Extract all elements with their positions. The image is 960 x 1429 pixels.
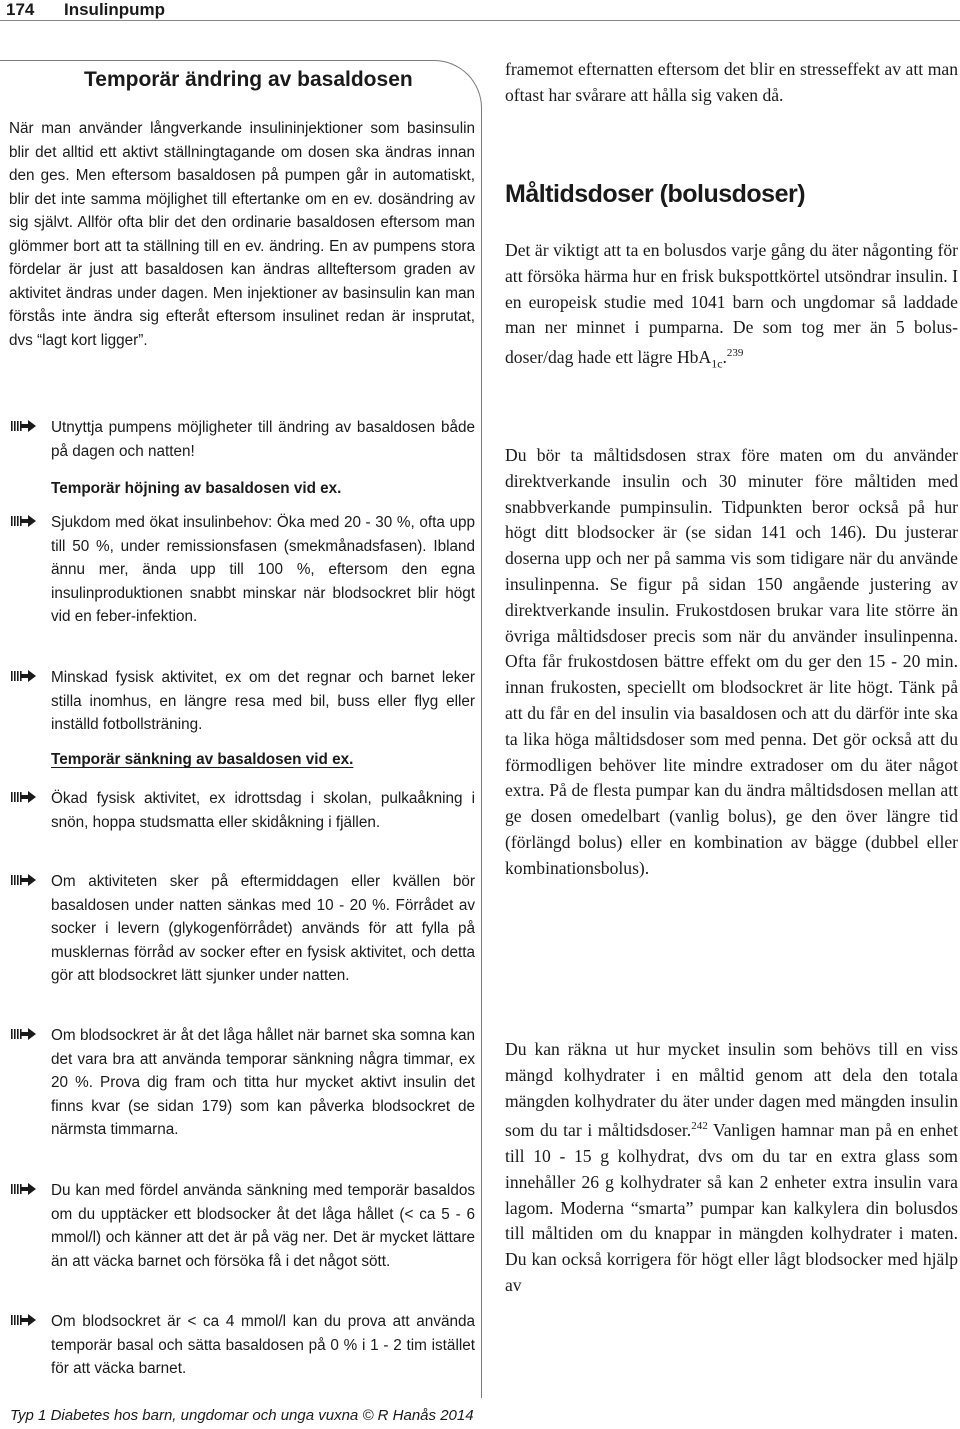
para3-text-b: Vanligen hamnar man på en enhet till 10 - 15 g kolhydrat, dvs om du tar en extra glass som innehåller 26 g kolhydrater så kan 2 enheter extra insulin vara lagom. Moderna “smarta” pumpar kan kalkylera din bolusdos till måltiden om du knappar in mängden kolhydrater i maten. Du kan också korrigera för högt eller lågt blodsocker med hjälp av	[505, 1120, 958, 1296]
bullet-somna: Om blodsockret är åt det låga hållet när barnet ska somna kan det vara bra att använda temporar sänkning några timmar, ex 20 %. Prova dig fram och titta hur mycket aktivt insulin det finns kvar (se sidan 179) som kan påverka blodsockret de närmsta timmarna.	[51, 1027, 475, 1138]
arrow-bullet-icon	[11, 1183, 36, 1195]
page-header	[0, 0, 960, 21]
arrow-bullet-icon	[11, 670, 36, 682]
bullet-sjukdom: Sjukdom med ökat insulinbehov: Öka med 20 - 30 %, ofta upp till 50 %, under remissionsfasen (smekmånadsfasen). Ibland ännu mer, ända upp till 100 %, eftersom den egna insulinproduktionen snabbt minskar när blodsockret blir högt vid en feber-infektion.	[51, 514, 475, 625]
bullet-minskad-aktivitet: Minskad fysisk aktivitet, ex om det regnar och barnet leker stilla inomhus, en längre resa med bil, buss eller flyg eller inställd fotbollsträning.	[51, 669, 475, 733]
hba1c-subscript: 1c	[711, 356, 723, 371]
box-intro-paragraph: När man använder långverkande insulininjektioner som basinsulin blir det alltid ett aktivt ställningtagande om dosen ska ändras innan den ges. Men eftersom basaldosen på pumpen går in automatiskt, blir det inte samma möjlighet till eftertanke om en ev. dosändring av sig självt. Allför ofta blir det den ordinarie basaldosen eftersom man glömmer bort att ta ställning till en ev. ändring. En av pumpens stora fördelar är just att basaldosen kan ändras allteftersom graden av aktivitet ändras under dagen. Men injektioner av basinsulin kan man förstås inte ändra sig efteråt eftersom insulinet redan är insprutat, dvs “lagt kort ligger”.	[9, 120, 475, 349]
para3-text-a: Du kan räkna ut hur mycket insulin som behövs till en viss mängd kolhydrater i en måltid genom att dela den totala mängden kolhydrater du äter under dagen med mängden insulin som du tar i måltidsdoser.	[505, 1039, 958, 1141]
right-paragraph-continuation: framemot efternatten eftersom det blir en stresseffekt av att man oftast har svårare att hålla sig vaken då.	[505, 59, 958, 105]
bullet-okad-aktivitet: Ökad fysisk aktivitet, ex idrottsdag i skolan, pulkaåkning i snön, hoppa studsmatta eller skidåkning i fjällen.	[51, 790, 475, 831]
arrow-bullet-icon	[11, 791, 36, 803]
right-paragraph-3	[505, 1037, 958, 1299]
arrow-bullet-icon	[11, 1314, 36, 1326]
page-footer: Typ 1 Diabetes hos barn, ungdomar och unga vuxna © R Hanås 2014	[10, 1407, 474, 1424]
subheading-decrease: Temporär sänkning av basaldosen vid ex.	[51, 751, 354, 768]
arrow-bullet-icon	[11, 874, 36, 886]
reference-239: 239	[726, 347, 744, 360]
running-title: Insulinpump	[64, 0, 166, 19]
arrow-bullet-icon	[11, 1028, 36, 1040]
hba1c-label: HbA	[676, 347, 712, 368]
page-number: 174	[6, 0, 35, 19]
reference-242: 242	[691, 1120, 708, 1133]
right-paragraph-2: Du bör ta måltidsdosen strax före maten om du använder direktverkande insulin och 30 minuter före måltiden med snabbverkande pumpinsulin. Tidpunkten beror också på hur högt ditt blodsocker är (se sidan 141 och 146). Du justerar doserna upp och ner på samma vis som tidigare när du använde insulinpenna. Se figur på sidan 150 angående justering av direktverkande insulin. Frukostdosen brukar vara lite större än övriga måltidsdoser precis som när du använder insulinpenna. Ofta får frukostdosen bättre effekt om du ger den 15 - 20 min. innan frukosten, speciellt om blodsockret är lite högt. Tänk på att du får en del insulin via basaldosen och att du därför inte ska ta lika höga måltidsdoser som med penna. Det gör också att du förmodligen behöver lite mindre extradoser om du äter något extra. På de flesta pumpar kan du ändra måltidsdosen mellan att ge dosen omedelbart (vanlig bolus), ge den över längre tid (förlängd bolus) eller en kombination av bägge (dubbel eller kombinationsbolus).	[505, 445, 958, 878]
arrow-bullet-icon	[11, 420, 36, 432]
box-title: Temporär ändring av basaldosen	[84, 68, 413, 91]
subheading-increase: Temporär höjning av basaldosen vid ex.	[51, 480, 342, 497]
section-heading: Måltidsdoser (bolusdoser)	[505, 180, 806, 208]
bullet-sankning-temporar: Du kan med fördel använda sänkning med temporär basaldos om du upptäcker ett blodsocker åt det låga hållet (< ca 5 - 6 mmol/l) och känner att det är på väg ner. Det är mycket lättare än att väcka barnet och försöka få i det något sött.	[51, 1182, 475, 1270]
right-paragraph-1: Det är viktigt att ta en bolusdos varje gång du äter någonting för att försöka härma hur en frisk bukspottkörtel utsöndrar insulin. I en europeisk studie med 1041 barn och ungdomar så laddade man ner minnet i pumparna. De som tog mer än 5 bolus-doser/dag hade ett lägre HbA$_{1c}$.$^{239}$	[505, 240, 958, 371]
para1-text: Det är viktigt att ta en bolusdos varje gång du äter någonting för att försöka härma hur en frisk bukspottkörtel utsöndrar insulin. I en europeisk studie med 1041 barn och ungdomar så laddade man ner minnet i pumparna. De som tog mer än 5 bolus-doser/dag hade ett lägre	[505, 240, 958, 368]
bullet-utnyttja: Utnyttja pumpens möjligheter till ändring av basaldosen både på dagen och natten!	[51, 419, 475, 460]
bullet-under-4: Om blodsockret är < ca 4 mmol/l kan du prova att använda temporär basal och sätta basaldosen på 0 % i 1 - 2 tim istället för att väcka barnet.	[51, 1313, 475, 1377]
arrow-bullet-icon	[11, 515, 36, 527]
bullet-eftermiddag: Om aktiviteten sker på eftermiddagen eller kvällen bör basaldosen under natten sänkas med 10 - 20 %. Förrådet av socker i levern (glykogenförrådet) används för att fylla på musklernas förråd av socker efter en fysisk aktivitet, och detta gör att blodsockret lätt sjunker under natten.	[51, 873, 475, 984]
